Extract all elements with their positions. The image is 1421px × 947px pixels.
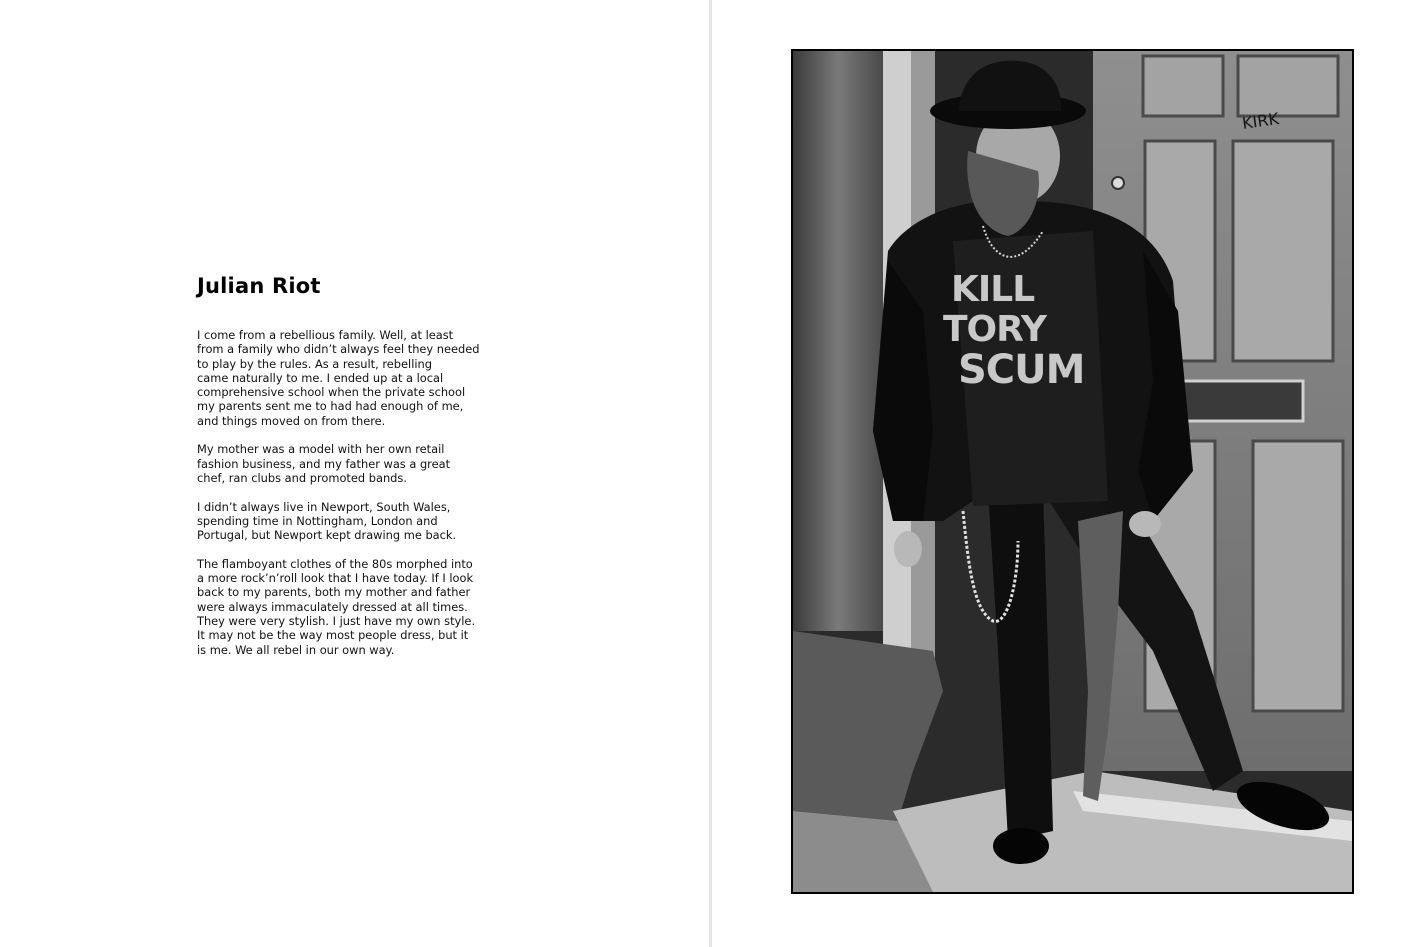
paragraph: My mother was a model with her own retail fashion business, and my father was a great chef, ran clubs and promoted bands. — [197, 442, 451, 485]
door-knob — [1112, 177, 1124, 189]
letterbox — [1178, 381, 1303, 421]
portrait-photo — [791, 49, 1354, 894]
portrait-illustration — [793, 51, 1352, 892]
window-panel — [793, 51, 883, 631]
left-page — [0, 0, 710, 947]
shirt-slogan-line-2: TORY — [943, 309, 1046, 350]
paragraph: The flamboyant clothes of the 80s morphed into a more rock’n’roll look that I have today. If I look back to my parents, both my mother and father were always immaculately dressed at all times. They were very stylish. I just have my own style. It may not be the way most people dress, but it is me. We all rebel in our own way. — [197, 556, 476, 657]
article-title: Julian Riot — [197, 274, 321, 298]
paragraph: I come from a rebellious family. Well, at least from a family who didn’t always feel they needed to play by the rules. As a result, rebelling came naturally to me. I ended up at a local comprehensive school when the private school my parents sent me to had had enough of me, and things moved on from there. — [197, 328, 480, 428]
shirt-slogan-line-3: SCUM — [958, 347, 1085, 393]
shirt-slogan-line-1: KILL — [951, 269, 1035, 310]
paragraph: I didn’t always live in Newport, South Wales, spending time in Nottingham, London and Portugal, but Newport kept drawing me back. — [197, 499, 457, 543]
door-graffiti: KIRK — [1240, 109, 1281, 133]
article-body — [197, 328, 507, 671]
